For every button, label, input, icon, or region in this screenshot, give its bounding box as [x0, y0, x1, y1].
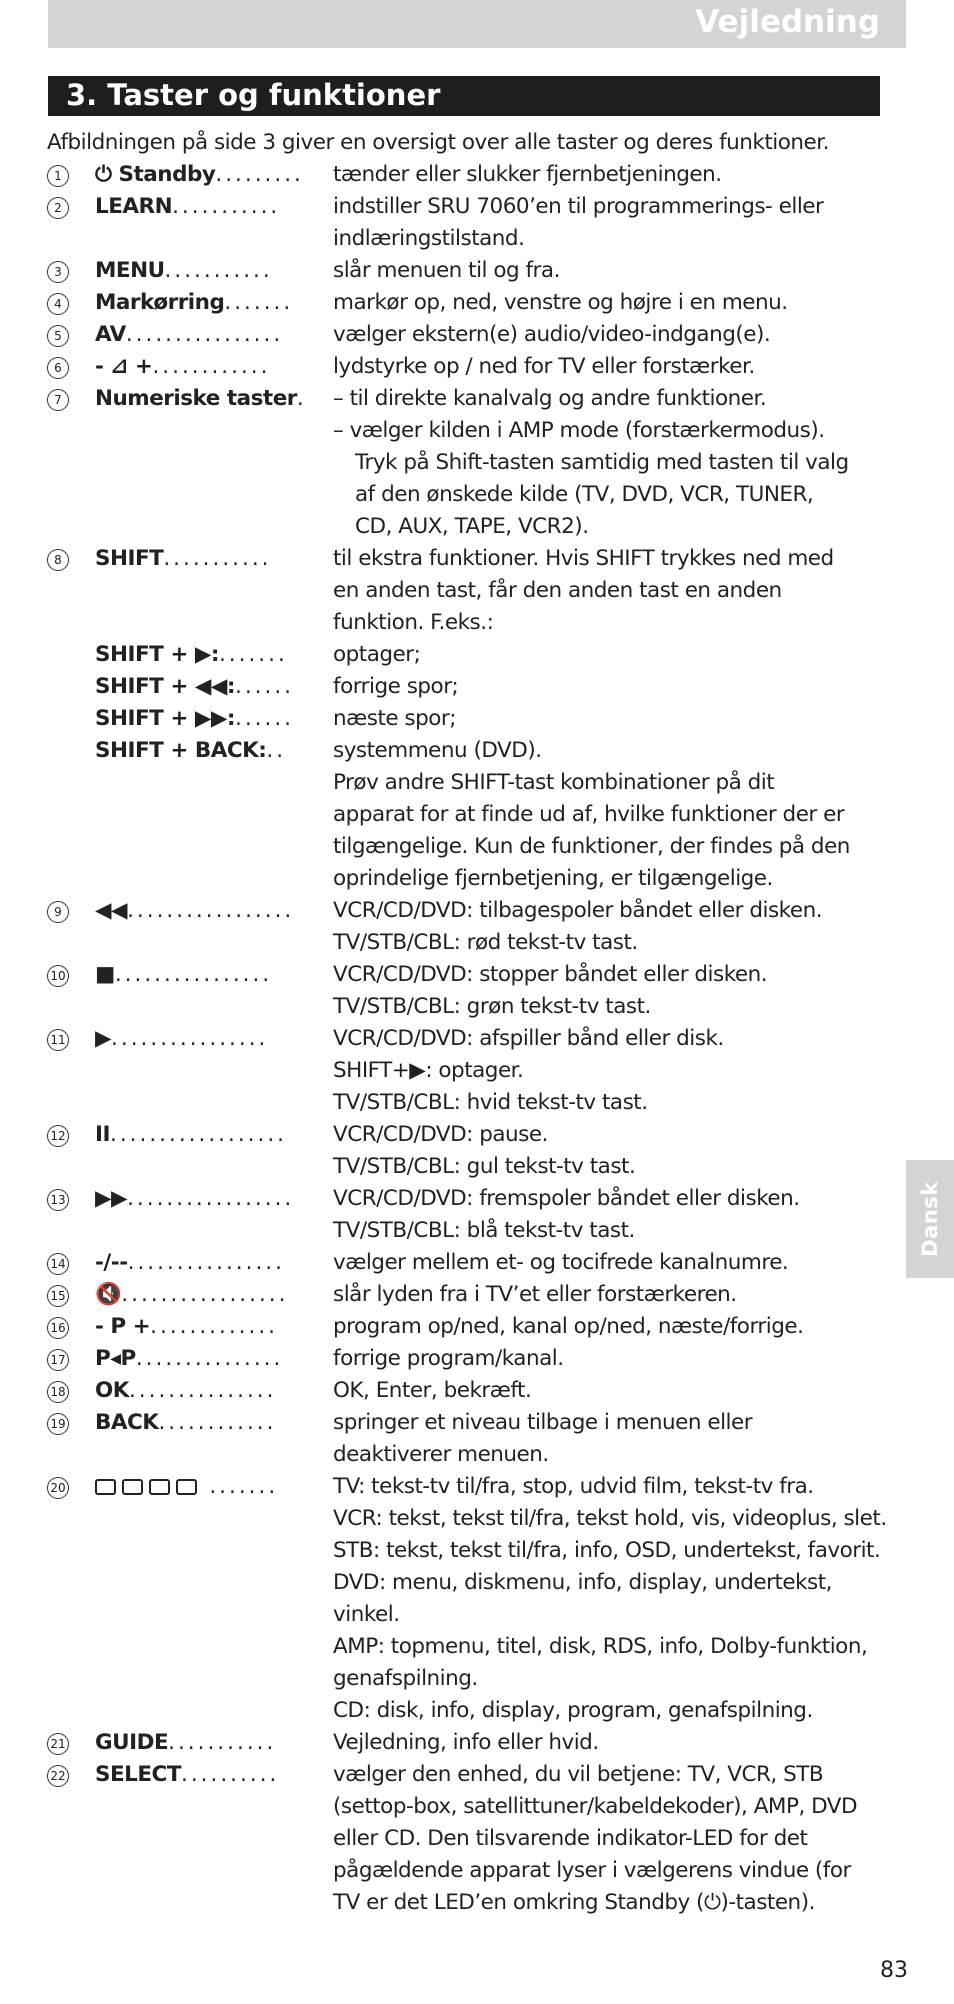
teletext-button-icon — [95, 1479, 116, 1495]
language-side-tab — [906, 1160, 954, 1278]
leader-dots: .. — [266, 738, 287, 763]
leader-dots: ................. — [127, 898, 295, 923]
key-item-row — [47, 1279, 917, 1311]
key-item-continuation — [47, 1055, 917, 1087]
key-item-continuation — [47, 1791, 917, 1823]
key-item-continuation — [47, 1439, 917, 1471]
key-item-continuation — [47, 1535, 917, 1567]
leader-dots: .................. — [110, 1122, 288, 1147]
key-name: LEARN — [95, 194, 173, 219]
leader-dots: . — [296, 386, 307, 411]
leader-dots: ........... — [164, 258, 273, 283]
key-item-continuation — [47, 1663, 917, 1695]
key-description-line: Tryk på Shift-tasten samtidig med tasten til valg — [355, 450, 849, 475]
key-description-line: genafspilning. — [333, 1666, 478, 1691]
key-description-line: en anden tast, får den anden tast en anden — [333, 578, 782, 603]
key-name: SHIFT — [95, 546, 164, 571]
item-number-badge: 14 — [47, 1253, 69, 1275]
teletext-button-icon — [149, 1479, 170, 1495]
leader-dots: .......... — [181, 1762, 280, 1787]
key-description-line: CD, AUX, TAPE, VCR2). — [355, 514, 589, 539]
key-name: ◀◀ — [95, 898, 128, 923]
leader-dots: ................ — [111, 1026, 269, 1051]
key-name: ▶ — [95, 1026, 112, 1051]
leader-dots: ....... — [218, 642, 288, 667]
key-item-continuation — [47, 831, 917, 863]
intro-line — [47, 127, 917, 159]
leader-dots: ............. — [150, 1314, 279, 1339]
key-item-row — [47, 1727, 917, 1759]
key-description-line: TV/STB/CBL: rød tekst-tv tast. — [333, 930, 638, 955]
key-description: slår lyden fra i TV’et eller forstærkeren. — [333, 1282, 737, 1307]
key-item-continuation — [47, 479, 917, 511]
key-item-continuation — [47, 223, 917, 255]
key-description: OK, Enter, bekræft. — [333, 1378, 532, 1403]
intro-text: Afbildningen på side 3 giver en oversigt over alle taster og deres funktioner. — [47, 130, 829, 155]
key-item-continuation — [47, 1151, 917, 1183]
key-description: forrige spor; — [333, 674, 459, 699]
key-item-row — [47, 1023, 917, 1055]
key-name: - ⊿ + — [95, 354, 153, 379]
key-item-continuation — [47, 1567, 917, 1599]
key-description-line: TV/STB/CBL: grøn tekst-tv tast. — [333, 994, 651, 1019]
key-description-line: indlæringstilstand. — [333, 226, 525, 251]
item-number-badge: 13 — [47, 1189, 69, 1211]
key-description-line: DVD: menu, diskmenu, info, display, undertekst, — [333, 1570, 833, 1595]
key-item-row — [47, 1407, 917, 1439]
item-number-badge: 4 — [47, 293, 69, 315]
key-item-row — [47, 351, 917, 383]
key-name: SHIFT + BACK: — [95, 738, 267, 763]
key-function-list — [47, 127, 917, 1919]
key-description: VCR/CD/DVD: pause. — [333, 1122, 548, 1147]
leader-dots: ................. — [121, 1282, 289, 1307]
key-item-continuation — [47, 991, 917, 1023]
key-item-continuation — [47, 1215, 917, 1247]
item-number-badge: 10 — [47, 965, 69, 987]
item-number-badge: 1 — [47, 165, 69, 187]
key-item-continuation — [47, 1823, 917, 1855]
leader-dots: ...... — [234, 674, 294, 699]
key-name: - P + — [95, 1314, 151, 1339]
key-description: springer et niveau tilbage i menuen eller — [333, 1410, 753, 1435]
key-item-continuation — [47, 1631, 917, 1663]
key-item-continuation — [47, 1855, 917, 1887]
key-name: AV — [95, 322, 126, 347]
key-item-row — [47, 159, 917, 191]
teletext-button-icon — [176, 1479, 197, 1495]
key-description: vælger mellem et- og tocifrede kanalnumre. — [333, 1250, 789, 1275]
key-item-continuation — [47, 767, 917, 799]
key-description: lydstyrke op / ned for TV eller forstærker. — [333, 354, 755, 379]
item-number-badge: 5 — [47, 325, 69, 347]
key-name: SHIFT + ◀◀: — [95, 674, 235, 699]
key-description: vælger ekstern(e) audio/video-indgang(e). — [333, 322, 771, 347]
key-item-row — [47, 1343, 917, 1375]
key-description: – til direkte kanalvalg og andre funktioner. — [333, 386, 767, 411]
key-description-line: TV er det LED’en omkring Standby (⏻)-tasten). — [333, 1890, 815, 1915]
leader-dots: ........... — [163, 546, 272, 571]
item-number-badge: 20 — [47, 1477, 69, 1499]
leader-dots: ............ — [152, 354, 271, 379]
teletext-button-icon — [122, 1479, 143, 1495]
leader-dots: ........... — [168, 1730, 277, 1755]
item-number-badge: 21 — [47, 1733, 69, 1755]
key-item-row — [47, 255, 917, 287]
key-item-row — [47, 319, 917, 351]
key-description-line: SHIFT+▶: optager. — [333, 1058, 524, 1083]
key-name: SHIFT + ▶▶: — [95, 706, 235, 731]
key-description-line: TV/STB/CBL: gul tekst-tv tast. — [333, 1154, 636, 1179]
key-description: slår menuen til og fra. — [333, 258, 560, 283]
key-name: SHIFT + ▶: — [95, 642, 219, 667]
key-description: Vejledning, info eller hvid. — [333, 1730, 599, 1755]
key-item-continuation — [47, 447, 917, 479]
item-number-badge: 3 — [47, 261, 69, 283]
key-description: næste spor; — [333, 706, 457, 731]
key-item-row — [47, 959, 917, 991]
key-name: P◂P — [95, 1346, 136, 1371]
key-description-line: vinkel. — [333, 1602, 400, 1627]
key-description-line: (settop-box, satellittuner/kabeldekoder), AMP, DVD — [333, 1794, 858, 1819]
key-name: GUIDE — [95, 1730, 169, 1755]
item-number-badge: 6 — [47, 357, 69, 379]
key-name: II — [95, 1122, 110, 1147]
key-item-continuation — [47, 1695, 917, 1727]
key-description-line: pågældende apparat lyser i vælgerens vindue (for — [333, 1858, 851, 1883]
item-number-badge: 8 — [47, 549, 69, 571]
item-number-badge: 16 — [47, 1317, 69, 1339]
key-description-line: Prøv andre SHIFT-tast kombinationer på dit — [333, 770, 775, 795]
key-description: VCR/CD/DVD: tilbagespoler båndet eller disken. — [333, 898, 823, 923]
page-number: 83 — [880, 1958, 908, 1983]
leader-dots: ....... — [209, 1474, 279, 1499]
leader-dots: ........... — [172, 194, 281, 219]
key-name: -/-- — [95, 1250, 128, 1275]
key-item-continuation — [47, 1599, 917, 1631]
key-name: ▶▶ — [95, 1186, 128, 1211]
key-description-line: deaktiverer menuen. — [333, 1442, 549, 1467]
key-description: program op/ned, kanal op/ned, næste/forrige. — [333, 1314, 804, 1339]
leader-dots: ................. — [127, 1186, 295, 1211]
key-description: tænder eller slukker fjernbetjeningen. — [333, 162, 722, 187]
side-tab-label: Dansk — [918, 1181, 942, 1257]
key-item-row — [47, 383, 917, 415]
key-description-line: CD: disk, info, display, program, genafspilning. — [333, 1698, 813, 1723]
key-name: Markørring — [95, 290, 225, 315]
leader-dots: ............ — [158, 1410, 277, 1435]
key-description-line: AMP: topmenu, titel, disk, RDS, info, Dolby-funktion, — [333, 1634, 868, 1659]
item-number-badge: 17 — [47, 1349, 69, 1371]
key-description-line: – vælger kilden i AMP mode (forstærkermodus). — [333, 418, 825, 443]
key-description-line: TV/STB/CBL: blå tekst-tv tast. — [333, 1218, 635, 1243]
key-item-continuation — [47, 1503, 917, 1535]
leader-dots: ............... — [128, 1378, 277, 1403]
key-item-row — [47, 1247, 917, 1279]
key-description-line: STB: tekst, tekst til/fra, info, OSD, undertekst, favorit. — [333, 1538, 881, 1563]
leader-dots: ............... — [135, 1346, 284, 1371]
leader-dots: ......... — [215, 162, 304, 187]
key-item-row — [47, 895, 917, 927]
key-description: optager; — [333, 642, 421, 667]
key-description-line: apparat for at finde ud af, hvilke funktioner der er — [333, 802, 845, 827]
key-name: BACK — [95, 1410, 159, 1435]
key-item-row — [47, 639, 917, 671]
key-name: 🔇 — [95, 1282, 122, 1307]
key-item-continuation — [47, 1887, 917, 1919]
leader-dots: ....... — [224, 290, 294, 315]
header-bar — [48, 0, 906, 48]
key-description: TV: tekst-tv til/fra, stop, udvid film, tekst-tv fra. — [333, 1474, 814, 1499]
key-item-row — [47, 1471, 917, 1503]
key-name: MENU — [95, 258, 165, 283]
leader-dots: ................ — [125, 322, 284, 347]
item-number-badge: 7 — [47, 389, 69, 411]
key-description: VCR/CD/DVD: stopper båndet eller disken. — [333, 962, 768, 987]
key-description: til ekstra funktioner. Hvis SHIFT trykkes ned med — [333, 546, 834, 571]
key-item-continuation — [47, 511, 917, 543]
key-item-row — [47, 735, 917, 767]
key-name: OK — [95, 1378, 129, 1403]
key-description: markør op, ned, venstre og højre i en menu. — [333, 290, 788, 315]
key-item-continuation — [47, 927, 917, 959]
key-description: systemmenu (DVD). — [333, 738, 542, 763]
key-item-row — [47, 1119, 917, 1151]
key-item-row — [47, 191, 917, 223]
item-number-badge: 19 — [47, 1413, 69, 1435]
key-item-row — [47, 1759, 917, 1791]
item-number-badge: 18 — [47, 1381, 69, 1403]
key-name: ⏻ Standby — [95, 162, 216, 187]
key-name: SELECT — [95, 1762, 182, 1787]
item-number-badge: 15 — [47, 1285, 69, 1307]
key-item-row — [47, 287, 917, 319]
key-description-line: af den ønskede kilde (TV, DVD, VCR, TUNER, — [355, 482, 814, 507]
key-item-row — [47, 1375, 917, 1407]
key-name: Numeriske taster — [95, 386, 297, 411]
key-description: forrige program/kanal. — [333, 1346, 564, 1371]
key-item-continuation — [47, 415, 917, 447]
key-item-continuation — [47, 607, 917, 639]
leader-dots: ................ — [127, 1250, 285, 1275]
key-item-row — [47, 671, 917, 703]
item-number-badge: 22 — [47, 1765, 69, 1787]
key-item-continuation — [47, 1087, 917, 1119]
key-item-continuation — [47, 863, 917, 895]
item-number-badge: 11 — [47, 1029, 69, 1051]
key-description: VCR/CD/DVD: fremspoler båndet eller disken. — [333, 1186, 800, 1211]
key-name: ■ — [95, 962, 115, 987]
key-item-row — [47, 1183, 917, 1215]
key-item-continuation — [47, 575, 917, 607]
key-item-row — [47, 1311, 917, 1343]
section-heading-bar — [48, 76, 880, 116]
section-title: 3. Taster og funktioner — [66, 78, 441, 112]
key-item-row — [47, 543, 917, 575]
header-title: Vejledning — [695, 4, 880, 40]
key-description-line: tilgængelige. Kun de funktioner, der findes på den — [333, 834, 850, 859]
key-description-line: TV/STB/CBL: hvid tekst-tv tast. — [333, 1090, 648, 1115]
key-item-row — [47, 703, 917, 735]
key-description: indstiller SRU 7060’en til programmerings- eller — [333, 194, 824, 219]
key-description: vælger den enhed, du vil betjene: TV, VCR, STB — [333, 1762, 824, 1787]
key-description-line: oprindelige fjernbetjening, er tilgængelige. — [333, 866, 773, 891]
item-number-badge: 9 — [47, 901, 69, 923]
leader-dots: ...... — [234, 706, 294, 731]
item-number-badge: 2 — [47, 197, 69, 219]
key-item-continuation — [47, 799, 917, 831]
item-number-badge: 12 — [47, 1125, 69, 1147]
key-description-line: eller CD. Den tilsvarende indikator-LED for det — [333, 1826, 808, 1851]
key-description-line: funktion. F.eks.: — [333, 610, 494, 635]
leader-dots: ................ — [114, 962, 273, 987]
key-description: VCR/CD/DVD: afspiller bånd eller disk. — [333, 1026, 724, 1051]
key-description-line: VCR: tekst, tekst til/fra, tekst hold, vis, videoplus, slet. — [333, 1506, 887, 1531]
